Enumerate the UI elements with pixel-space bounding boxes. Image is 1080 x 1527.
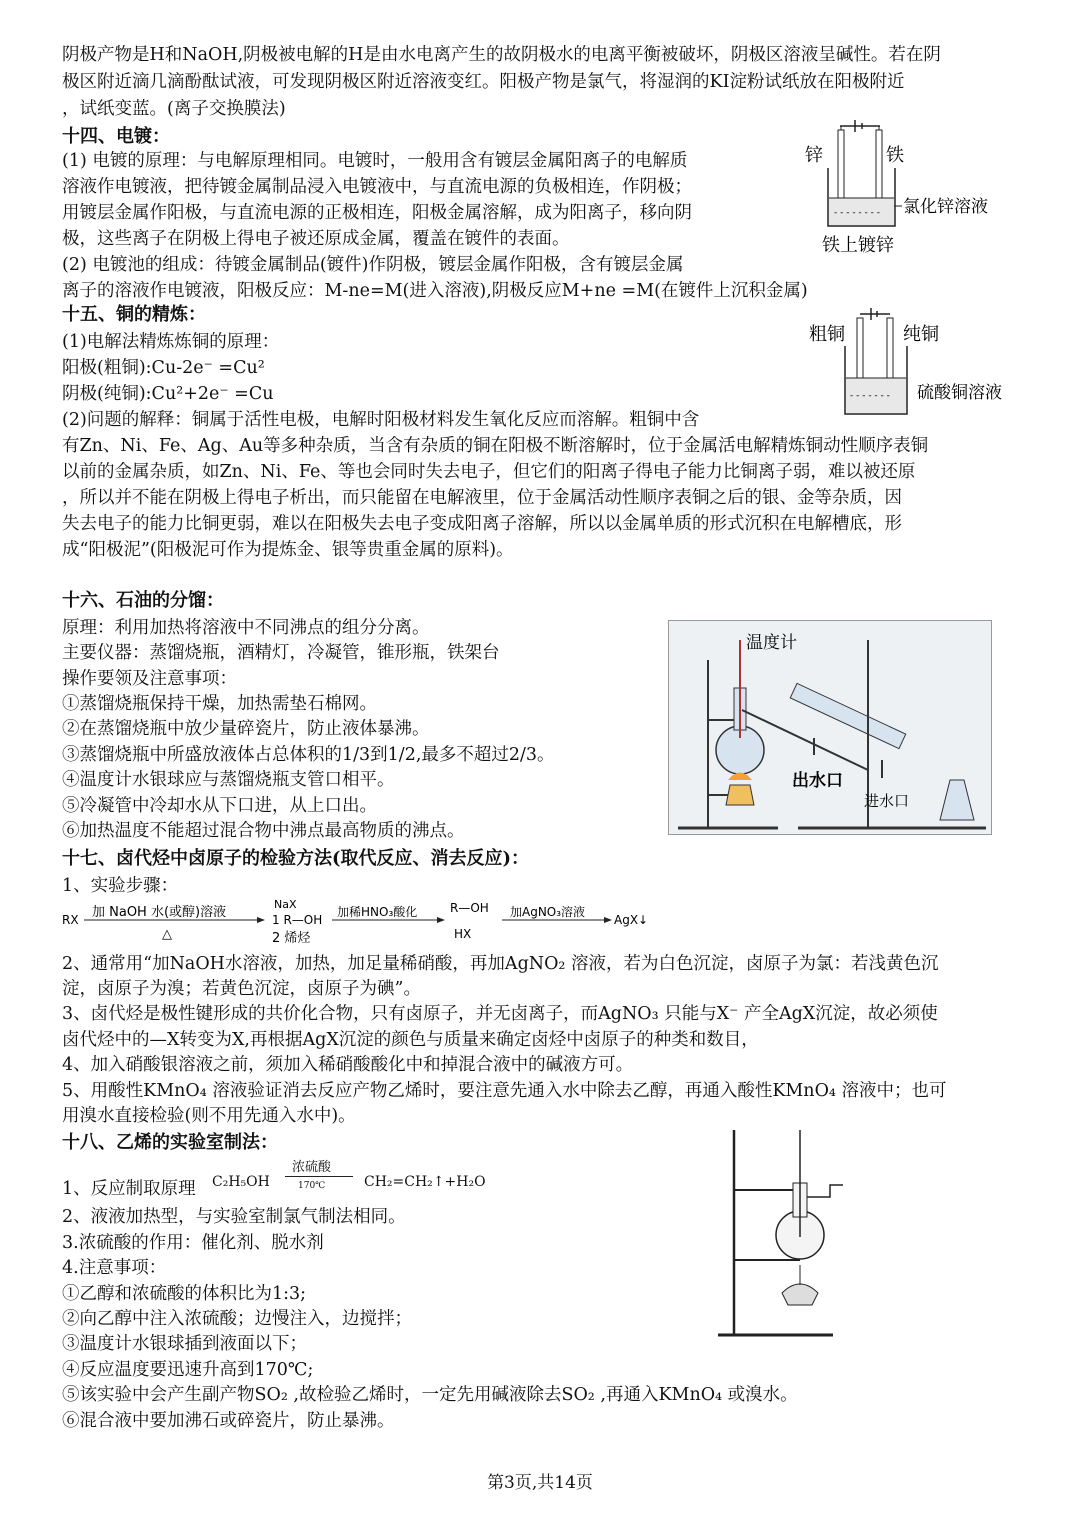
scheme-text: 2 烯烃 xyxy=(272,931,311,946)
text-line: 操作要领及注意事项： xyxy=(62,669,237,689)
text-line: ①蒸馏烧瓶保持干燥，加热需垫石棉网。 xyxy=(62,694,377,714)
text-line: 3、卤代烃是极性键形成的共价化合物，只有卤原子，并无卤离子，而AgNO₃ 只能与X⁻ 产全AgX沉淀，故必须使 xyxy=(62,1004,938,1024)
text-line: (1) 电镀的原理：与电解原理相同。电镀时，一般用含有镀层金属阳离子的电解质 xyxy=(62,151,688,171)
section-17-title: 十七、卤代烃中卤原子的检验方法(取代反应、消去反应)： xyxy=(62,848,530,869)
scheme-text: △ xyxy=(162,927,172,942)
water-inlet-label: 进水口 xyxy=(864,792,910,810)
scheme-text: HX xyxy=(454,927,472,941)
text-line: (2)问题的解释：铜属于活性电极，电解时阳极材料发生氧化反应而溶解。粗铜中含 xyxy=(62,410,700,430)
step-label: 1、实验步骤： xyxy=(62,876,179,896)
copper-refining-diagram xyxy=(805,306,1020,421)
text-line: ⑤该实验中会产生副产物SO₂ ,故检验乙烯时，一定先用碱液除去SO₂ ,再通入KMnO₄ 或溴水。 xyxy=(62,1385,798,1405)
text-line: ⑥加热温度不能超过混合物中沸点最高物质的沸点。 xyxy=(62,821,465,841)
section-14-title: 十四、电镀： xyxy=(62,126,170,147)
scheme-text: 1 R—OH xyxy=(272,913,323,927)
distillation-diagram xyxy=(668,620,992,835)
text-line: 离子的溶液作电镀液，阳极反应：M-ne=M(进入溶液),阴极反应M+ne =M(在镀件上沉积金属) xyxy=(62,281,808,301)
page-footer: 第3页,共14页 xyxy=(487,1473,593,1493)
svg-text:- - - - - - - -: - - - - - - - - xyxy=(834,208,881,218)
text-line: 阴极产物是H和NaOH,阴极被电解的H是由水电离产生的故阴极水的电离平衡被破坏，阴极区溶液呈碱性。若在阴 xyxy=(62,45,941,65)
section-15-title: 十五、铜的精炼： xyxy=(62,304,206,325)
text-line: 阳极(粗铜):Cu-2e⁻ =Cu² xyxy=(62,358,265,378)
text-line: ④反应温度要迅速升高到170℃; xyxy=(62,1360,314,1380)
text-line: 有Zn、Ni、Fe、Ag、Au等多种杂质，当含有杂质的铜在阳极不断溶解时，位于金属活电解精炼铜动性顺序表铜 xyxy=(62,436,929,456)
condition-top: 浓硫酸 xyxy=(292,1160,332,1175)
scheme-text: 加AgNO₃溶液 xyxy=(510,905,586,919)
text-line: 5、用酸性KMnO₄ 溶液验证消去反应产物乙烯时，要注意先通入水中除去乙醇，再通入酸性KMnO₄ 溶液中；也可 xyxy=(62,1081,947,1101)
reactant: C₂H₅OH xyxy=(212,1174,270,1190)
text-line: ②向乙醇中注入浓硫酸；边慢注入，边搅拌； xyxy=(62,1309,412,1329)
text-line: ④温度计水银球应与蒸馏烧瓶支管口相平。 xyxy=(62,770,395,790)
text-line: ⑤冷凝管中冷却水从下口进，从上口出。 xyxy=(62,796,377,816)
text-line: 卤代烃中的—X转变为X,再根据AgX沉淀的颜色与质量来确定卤烃中卤原子的种类和数目， xyxy=(62,1030,759,1050)
text-line: 极区附近滴几滴酚酞试液，可发现阴极区附近溶液变红。阳极产物是氯气，将湿润的KI淀粉试纸放在阳极附近 xyxy=(62,72,905,92)
scheme-text: AgX↓ xyxy=(614,913,649,927)
text-line: 极，这些离子在阴极上得电子被还原成金属，覆盖在镀件的表面。 xyxy=(62,229,570,249)
text-line: 阴极(纯铜):Cu²+2e⁻ =Cu xyxy=(62,384,274,404)
text-line: ⑥混合液中要加沸石或碎瓷片，防止暴沸。 xyxy=(62,1411,395,1431)
solution-label: 硫酸铜溶液 xyxy=(917,383,1002,403)
text-line: ，所以并不能在阴极上得电子析出，而只能留在电解液里，位于金属活动性顺序表铜之后的银、金等杂质，因 xyxy=(62,488,902,508)
halide-test-scheme xyxy=(62,896,662,950)
text-line: ③蒸馏烧瓶中所盛放液体占总体积的1/3到1/2,最多不超过2/3。 xyxy=(62,745,555,765)
text-line: ，试纸变蓝。(离子交换膜法) xyxy=(62,99,286,119)
text-line: (1)电解法精炼炼铜的原理： xyxy=(62,332,280,352)
thermometer-label: 温度计 xyxy=(746,633,797,653)
zinc-label: 锌 xyxy=(805,145,823,166)
text-line: 溶液作电镀液，把待镀金属制品浸入电镀液中，与直流电源的负极相连，作阴极； xyxy=(62,177,692,197)
pure-copper-label: 纯铜 xyxy=(903,324,939,345)
text-line: 失去电子的能力比铜更弱，难以在阳极失去电子变成阳离子溶解，所以以金属单质的形式沉积在电解槽底，形 xyxy=(62,514,902,534)
text-line: 用溴水直接检验(则不用先通入水中)。 xyxy=(62,1106,356,1126)
text-line: 成“阳极泥”(阳极泥可作为提炼金、银等贵重金属的原料)。 xyxy=(62,540,514,560)
text-line: 用镀层金属作阳极，与直流电源的正极相连，阳极金属溶解，成为阳离子，移向阴 xyxy=(62,203,692,223)
crude-copper-label: 粗铜 xyxy=(809,324,845,345)
electroplating-diagram xyxy=(800,118,1000,263)
text-line: ②在蒸馏烧瓶中放少量碎瓷片，防止液体暴沸。 xyxy=(62,719,430,739)
scheme-text: 加 NaOH 水(或醇)溶液 xyxy=(92,905,227,920)
scheme-text: R—OH xyxy=(450,901,489,915)
text-line: 淀，卤原子为溴；若黄色沉淀，卤原子为碘”。 xyxy=(62,979,421,999)
text-line: ③温度计水银球插到液面以下； xyxy=(62,1334,307,1354)
text-line: ①乙醇和浓硫酸的体积比为1:3; xyxy=(62,1284,307,1304)
scheme-text: RX xyxy=(62,913,79,927)
text-line: 1、反应制取原理 xyxy=(62,1179,196,1199)
ethylene-apparatus-diagram xyxy=(708,1125,848,1343)
text-line: 2、液液加热型，与实验室制氯气制法相同。 xyxy=(62,1207,406,1227)
text-line: 主要仪器：蒸馏烧瓶，酒精灯，冷凝管，锥形瓶，铁架台 xyxy=(62,643,500,663)
scheme-text: 加稀HNO₃酸化 xyxy=(337,905,418,919)
text-line: (2) 电镀池的组成：待镀金属制品(镀件)作阴极，镀层金属作阳极，含有镀层金属 xyxy=(62,255,684,275)
text-line: 以前的金属杂质，如Zn、Ni、Fe、等也会同时失去电子，但它们的阳离子得电子能力比铜离子弱，难以被还原 xyxy=(62,462,916,482)
iron-label: 铁 xyxy=(886,145,904,166)
section-16-title: 十六、石油的分馏： xyxy=(62,590,224,611)
section-18-title: 十八、乙烯的实验室制法： xyxy=(62,1132,278,1153)
text-line: 3.浓硫酸的作用：催化剂、脱水剂 xyxy=(62,1233,324,1253)
svg-text:- - - - - - -: - - - - - - - xyxy=(850,391,890,401)
reaction-arrow xyxy=(285,1176,353,1177)
scheme-text: NaX xyxy=(274,898,297,911)
text-line: 原理：利用加热将溶液中不同沸点的组分分离。 xyxy=(62,618,430,638)
water-outlet-label: 出水口 xyxy=(792,771,843,791)
fig-caption: 铁上镀锌 xyxy=(822,235,894,256)
text-line: 4.注意事项： xyxy=(62,1258,167,1278)
text-line: 4、加入硝酸银溶液之前，须加入稀硝酸酸化中和掉混合液中的碱液方可。 xyxy=(62,1055,634,1075)
text-line: 2、通常用“加NaOH水溶液，加热，加足量稀硝酸，再加AgNO₂ 溶液，若为白色沉淀，卤原子为氯：若浅黄色沉 xyxy=(62,954,939,974)
products: CH₂=CH₂↑+H₂O xyxy=(364,1174,486,1190)
condition-bottom: 170℃ xyxy=(298,1181,326,1191)
solution-label: 氯化锌溶液 xyxy=(903,197,988,217)
